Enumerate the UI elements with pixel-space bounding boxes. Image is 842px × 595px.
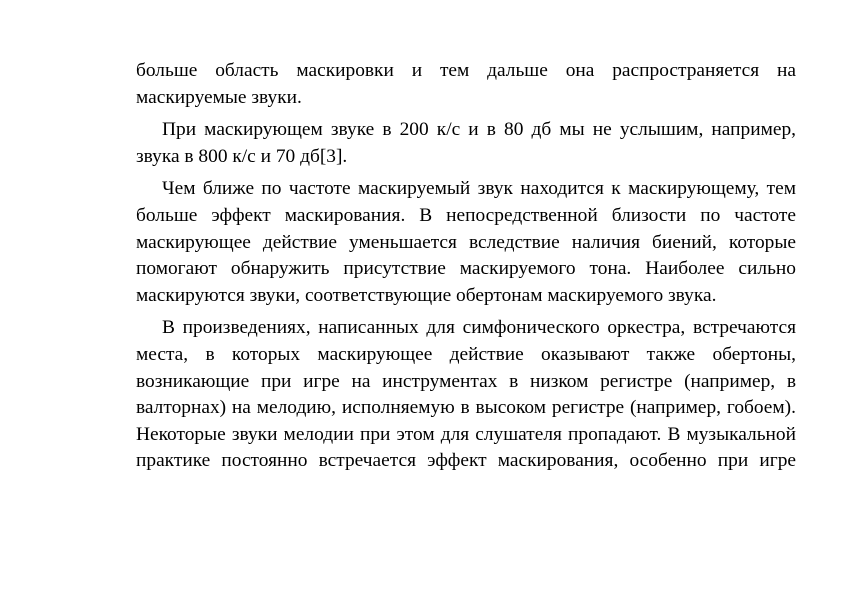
document-body [136,58,796,481]
paragraph-frequency-proximity: Чем ближе по частоте маскируемый звук находится к маскирующему, тем больше эффект маскирования. В непосредственной близости по частоте маскирующее действие уменьшается вследствие наличия биений, которые помогают обнаружить присутствие маскируемого тона. Наиболее сильно маскируются звуки, соответствующие обертонам маскируемого звука. [136,178,796,306]
paragraph-continuation: больше область маскировки и тем дальше она распространяется на маскируемые звуки. [136,60,796,108]
paragraph-orchestra: В произведениях, написанных для симфонического оркестра, встречаются места, в которых маскирующее действие оказывают также обертоны, возникающие при игре на инструментах в низком регистре (например, в валторнах) на мелодию, исполняемую в высоком регистре (например, гобоем). Некоторые звуки мелодии при этом для слушателя пропадают. В музыкальной практике постоянно встречается эффект маскирования, особенно при игре [136,317,796,472]
paragraph-masking-example: При маскирующем звуке в 200 к/с и в 80 дб мы не услышим, например, звука в 800 к/с и 70 дб[3]. [136,119,796,167]
